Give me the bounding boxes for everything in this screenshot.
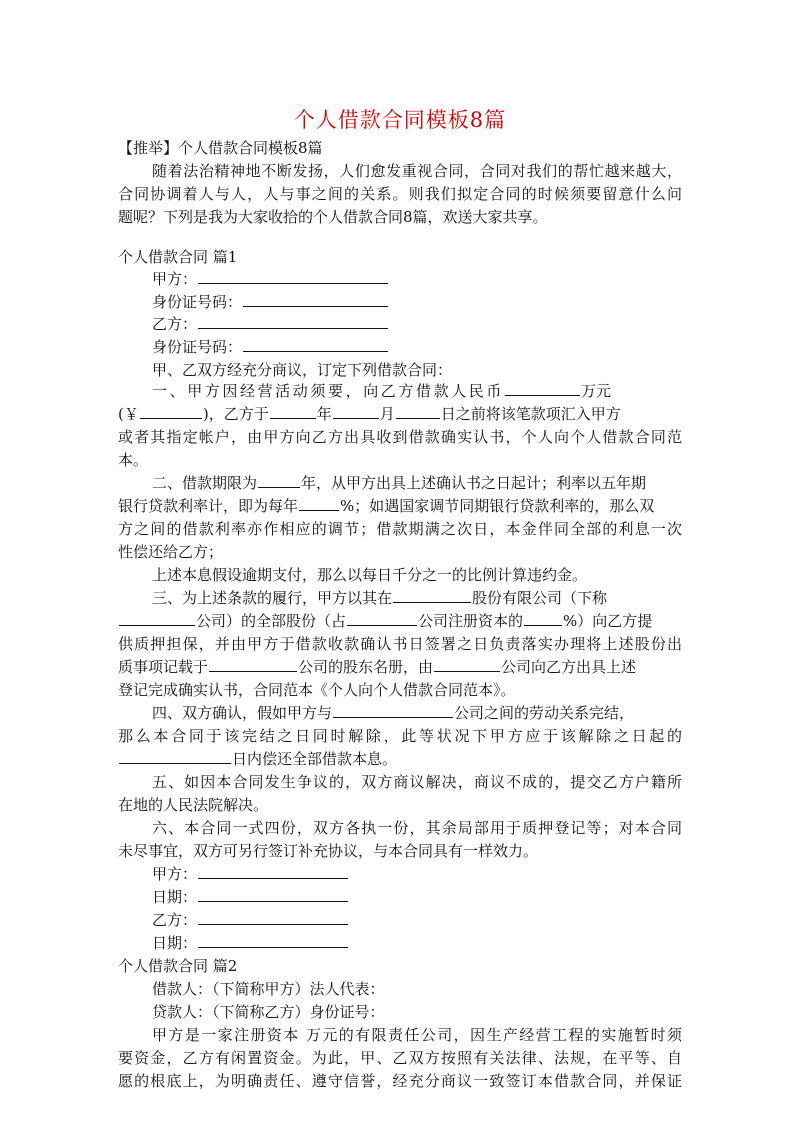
id-b-field — [152, 336, 389, 358]
blank-line — [119, 748, 231, 764]
clause-text: 股份有限公司（下称 — [472, 589, 608, 607]
blank-line — [119, 610, 195, 626]
clause-text: 万元 — [581, 382, 612, 400]
signature-date-b — [152, 932, 349, 954]
signature-party-a — [152, 863, 349, 885]
clause-2-line: 性偿还给乙方； — [118, 543, 224, 561]
clause-6-line: 未尽事宜，双方可另行签订补充协议，与本合同具有一样效力。 — [118, 842, 539, 860]
blank-line — [333, 702, 453, 718]
blank-line — [347, 610, 417, 626]
blank-line — [243, 336, 388, 352]
clause-text: 四、双方确认，假如甲方与 — [152, 704, 333, 722]
clause-5-line: 在地的人民法院解决。 — [118, 796, 269, 814]
field-label: 甲方： — [152, 270, 198, 288]
lender-line: 贷款人：（下简称乙方）身份证号： — [152, 1003, 385, 1021]
blank-line — [198, 932, 348, 948]
blank-line — [299, 495, 339, 511]
field-label: 乙方： — [152, 315, 198, 333]
clause-2-line: 方之间的借款利率亦作相应的调节；借款期满之次日，本金伴同全部的利息一次 — [118, 520, 682, 538]
clause-text: 二、借款期限为 — [152, 474, 258, 492]
clause-text: 质事项记载于 — [118, 658, 209, 676]
clause-text: 公司注册资本的 — [418, 612, 524, 630]
blank-line — [198, 863, 348, 879]
blank-line — [396, 403, 440, 419]
signature-party-b — [152, 909, 349, 931]
field-label: 日期： — [152, 888, 198, 906]
clause-text: %）向乙方提 — [563, 612, 653, 630]
blank-line — [198, 909, 348, 925]
blank-line — [258, 472, 300, 488]
clause-6-line: 六、本合同一式四份，双方各执一份，其余局部用于质押登记等；对本合同 — [152, 819, 682, 837]
blank-line — [243, 291, 388, 307]
contract2-text-line: 愿的根底上，为明确责任、遵守信誉，经充分商议一致签订本借款合同，并保证 — [118, 1072, 682, 1090]
blank-line — [333, 403, 379, 419]
party-b-field — [152, 313, 389, 335]
clause-4-line — [118, 748, 397, 770]
clause-text: 三、为上述条款的履行，甲方以其在 — [152, 589, 393, 607]
clause-1-line — [152, 380, 682, 402]
document-title: 个人借款合同模板8篇 — [293, 108, 507, 132]
blank-line — [209, 656, 297, 672]
blank-line — [198, 313, 388, 329]
clause-text: 公司的股东名册，由 — [298, 658, 434, 676]
contract2-text-line: 甲方是一家注册资本 万元的有限责任公司，因生产经营工程的实施暂时须 — [152, 1026, 682, 1044]
blank-line — [434, 656, 500, 672]
intro-text-line: 随着法治精神地不断发扬，人们愈发重视合同，合同对我们的帮忙越来越大， — [152, 162, 682, 180]
clause-4-line: 那么本合同于该完结之日同时解除，此等状况下甲方应于该解除之日起的 — [118, 727, 682, 745]
blank-line — [270, 403, 316, 419]
clause-5-line: 五、如因本合同发生争议的，双方商议解决，商议不成的，提交乙方户籍所 — [152, 773, 682, 791]
clause-text: 日之前将该笔款项汇入甲方 — [440, 405, 621, 423]
penalty-line: 上述本息假设逾期支付，那么以每日千分之一的比例计算违约金。 — [152, 566, 588, 584]
clause-text: 公司之间的劳动关系完结， — [454, 704, 635, 722]
section-heading: 个人借款合同 篇1 — [118, 248, 238, 266]
clause-1-line: 或者其指定帐户，由甲方向乙方出具收到借款确实认书，个人向个人借款合同范 — [118, 428, 682, 446]
blank-line — [140, 403, 202, 419]
clause-text: 银行贷款利率计，即为每年 — [118, 497, 299, 515]
blank-line — [198, 268, 388, 284]
field-label: 乙方： — [152, 911, 198, 929]
field-label: 甲方： — [152, 865, 198, 883]
clause-4-line — [152, 702, 634, 724]
clause-3-line: 供质押担保，并由甲方于借款收款确认书日签署之日负责落实办理将上述股份出 — [118, 635, 682, 653]
field-label: 身份证号码： — [152, 338, 243, 356]
contract2-text-line: 要资金，乙方有闲置资金。为此，甲、乙双方按照有关法律、法规，在平等、自 — [118, 1049, 682, 1067]
blank-line — [198, 886, 348, 902]
id-a-field — [152, 291, 389, 313]
clause-text: 年 — [316, 405, 332, 423]
clause-3-line — [118, 656, 636, 678]
clause-text: 月 — [379, 405, 395, 423]
clause-1-line — [118, 403, 621, 425]
agreement-line: 甲、乙双方经充分商议，订定下列借款合同： — [152, 361, 453, 379]
clause-text: )，乙方于 — [202, 405, 269, 423]
field-label: 身份证号码： — [152, 293, 243, 311]
clause-text: 年，从甲方出具上述确认书之日起计；利率以五年期 — [301, 474, 647, 492]
clause-2-line — [118, 495, 654, 517]
signature-date-a — [152, 886, 349, 908]
blank-line — [524, 610, 562, 626]
intro-text-line: 题呢？下列是我为大家收拾的个人借款合同8篇，欢送大家共享。 — [118, 208, 548, 226]
clause-1-line: 本。 — [118, 451, 149, 469]
blank-line — [393, 587, 471, 603]
party-a-field — [152, 268, 389, 290]
blank-line — [505, 380, 580, 396]
clause-text: 一、甲方因经营活动须要，向乙方借款人民币 — [152, 382, 505, 400]
clause-text: 日内偿还全部借款本息。 — [232, 750, 398, 768]
clause-text: (￥ — [118, 405, 139, 423]
section-heading: 个人借款合同 篇2 — [118, 957, 238, 975]
clause-text: 公司）的全部股份（占 — [196, 612, 347, 630]
borrower-line: 借款人：（下简称甲方）法人代表： — [152, 980, 385, 998]
clause-3-line: 登记完成确实认书，合同范本《个人向个人借款合同范本》。 — [118, 681, 516, 699]
clause-text: 公司向乙方出具上述 — [501, 658, 637, 676]
intro-text-line: 合同协调着人与人，人与事之间的关系。则我们拟定合同的时候须要留意什么问 — [118, 185, 682, 203]
clause-text: %；如遇国家调节同期银行贷款利率的，那么双 — [340, 497, 655, 515]
field-label: 日期： — [152, 934, 198, 952]
recommend-line: 【推举】个人借款合同模板8篇 — [118, 139, 323, 157]
clause-3-line — [118, 610, 652, 632]
clause-2-line — [152, 472, 646, 494]
clause-3-line — [152, 587, 607, 609]
